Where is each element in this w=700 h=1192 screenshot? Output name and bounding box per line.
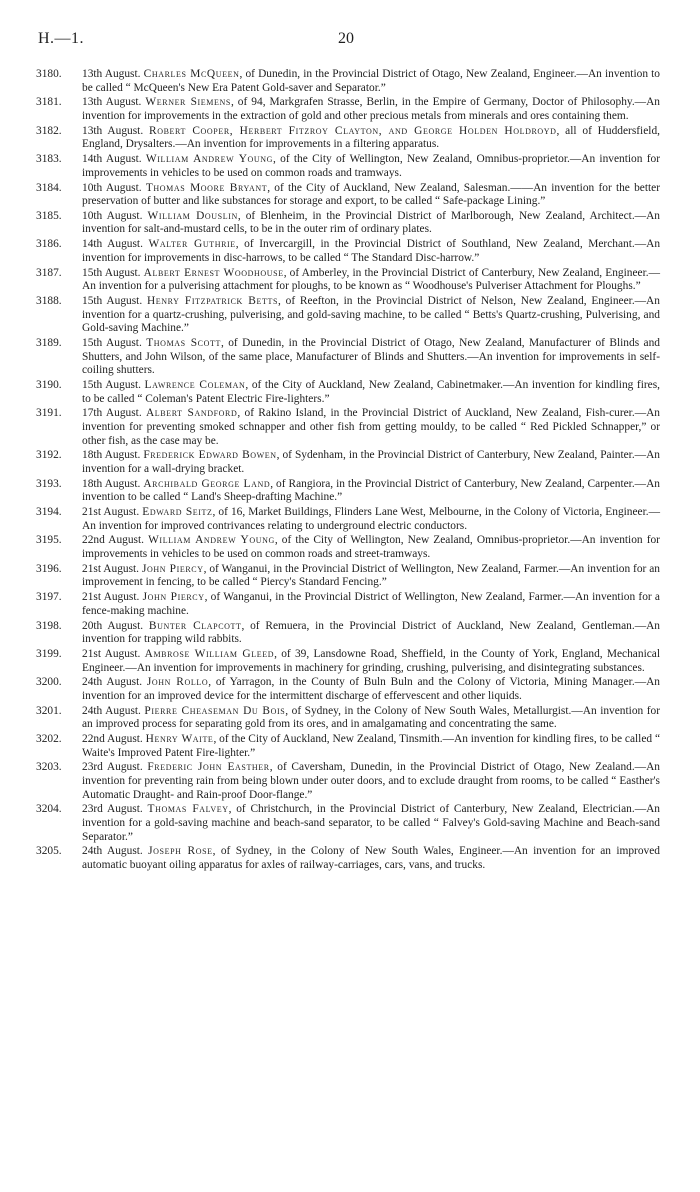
entry-description: , of the City of Auckland, New Zealand, Tinsmith.—An invention for kindling fires, to be called “ Waite's Improved Patent Fire-lighter.” — [82, 733, 661, 759]
entry-date: 22nd August. — [82, 733, 146, 746]
entry-date: 21st August. — [82, 562, 142, 575]
entry-number: 3190. — [36, 378, 62, 391]
entry-number: 3180. — [36, 68, 62, 80]
entry-number: 3184. — [36, 181, 62, 194]
entry-description: , of Reefton, in the Provincial District of Nelson, New Zealand, Engineer.—An invention for a quartz-crushing, pulverising, and gold-saving machine, to be called “ Betts's Quartz-crushing, Pulverising, and Gold-saving Machine.” — [82, 295, 660, 335]
applicant-name: Thomas Moore Bryant — [145, 181, 268, 194]
entry-description: , of Dunedin, in the Provincial District of Otago, New Zealand, Manufacturer of Blinds and Shutters, and John Wilson, of the same place, Manufacturer of Blinds and Shutters.—An invention for improvements in self-coiling shutters. — [82, 336, 661, 377]
patent-entry — [36, 733, 660, 760]
entry-date: 24th August. — [82, 845, 149, 858]
entry-date: 15th August. — [82, 266, 144, 279]
patent-entry — [36, 534, 660, 561]
applicant-name: William Douslin — [147, 209, 238, 222]
entry-description: , of Sydenham, in the Provincial District of Canterbury, New Zealand, Painter.—An invention for a wall-drying bracket. — [82, 449, 660, 475]
entry-number: 3192. — [36, 449, 62, 462]
patent-entry — [36, 407, 660, 448]
entry-date: 24th August. — [82, 704, 145, 717]
patent-entry — [36, 153, 660, 180]
entry-number: 3200. — [36, 676, 62, 689]
patent-entry — [36, 648, 660, 675]
document-reference: H.—1. — [38, 30, 85, 47]
entry-number: 3183. — [36, 153, 62, 166]
entry-number: 3186. — [36, 238, 62, 251]
entry-number: 3199. — [36, 647, 62, 660]
entry-description: , of 94, Markgrafen Strasse, Berlin, in the Empire of Germany, Doctor of Philosophy.—An invention for improvements in the extraction of gold and other precious metals from minerals and ores containing them. — [82, 96, 660, 122]
patent-entry — [36, 68, 660, 95]
entry-number: 3203. — [36, 761, 62, 774]
patent-entry — [36, 267, 660, 294]
patent-entry — [36, 478, 660, 505]
applicant-name: Archibald George Land — [143, 477, 271, 490]
entry-date: 21st August. — [82, 591, 143, 604]
entry-number: 3201. — [36, 704, 62, 717]
entry-description: , of Amberley, in the Provincial District of Canterbury, New Zealand, Engineer.—An invention for a pulverising attachment for ploughs, to be known as “ Woodhouse's Pulveriser Attachment for Ploughs.” — [82, 266, 660, 293]
entry-description: , of Christchurch, in the Provincial District of Canterbury, New Zealand, Electrician.—An invention for a gold-saving machine and beach-sand separator, to be called “ Falvey's Gold-saving Machine and Beach-sand Separator.” — [82, 803, 661, 843]
entry-date: 14th August. — [82, 153, 146, 166]
patent-entry — [36, 379, 660, 406]
applicant-name: Albert Sandford — [145, 407, 238, 420]
entry-number: 3196. — [36, 562, 62, 575]
entry-description: , of 16, Market Buildings, Flinders Lane West, Melbourne, in the Colony of Victoria, Engineer.—An invention for improved contrivances relating to underground electric conductors. — [82, 506, 661, 532]
patent-entry — [36, 676, 660, 703]
patent-entry — [36, 761, 660, 802]
patent-entry — [36, 238, 660, 265]
entry-number: 3189. — [36, 336, 62, 349]
applicant-name: Frederic John Easther — [147, 761, 270, 774]
applicant-name: John Piercy — [142, 591, 205, 604]
applicant-name: Henry Fitzpatrick Betts — [146, 295, 278, 307]
entry-description: , of Rakino Island, in the Provincial District of Auckland, New Zealand, Fish-curer.—An invention for preventing smoked schnapper and other fish from getting mouldy, to be called “ Red Pickled Schnapper,” or other fish, as the case may be. — [82, 407, 661, 447]
patent-entry — [36, 563, 660, 590]
entry-date: 21st August. — [82, 506, 143, 519]
entry-description: , of 39, Lansdowne Road, Sheffield, in the County of York, England, Mechanical Engineer.—An invention for improvements in machinery for grinding, crushing, pulverising, and disintegrating substances. — [82, 647, 661, 674]
applicant-name: Walter Guthrie — [148, 238, 236, 251]
entry-description: , all of Huddersfield, England, Drysalters.—An invention for improvements in a filtering apparatus. — [82, 124, 660, 151]
entry-description: , of Invercargill, in the Provincial District of Southland, New Zealand, Merchant.—An invention for improvements in disc-harrows, to be called “ The Standard Disc-harrow.” — [82, 238, 661, 264]
entry-date: 22nd August. — [82, 534, 149, 547]
entry-date: 13th August. — [82, 96, 146, 109]
applicant-name: Frederick Edward Bowen — [143, 449, 277, 462]
patent-entry — [36, 449, 660, 476]
applicant-name: Charles McQueen — [143, 68, 240, 80]
entry-date: 13th August. — [82, 68, 144, 80]
entry-date: 17th August. — [82, 407, 146, 420]
entry-description: , of Wanganui, in the Provincial District of Wellington, New Zealand, Farmer.—An invention for an improvement in fencing, to be called “ Piercy's Standard Fencing.” — [82, 562, 661, 589]
entry-description: , of Yarragon, in the County of Buln Buln and the Colony of Victoria, Mining Manager.—An invention for an improved device for the intermittent discharge of effervescent and other liquids. — [82, 676, 661, 702]
entry-description: , of the City of Wellington, New Zealand, Omnibus-proprietor.—An invention for improvements in vehicles to be used on common roads and tramways. — [82, 153, 660, 179]
applicant-name: Edward Seitz — [142, 506, 213, 519]
entry-number: 3193. — [36, 477, 62, 490]
page-header — [38, 30, 660, 52]
patent-entry — [36, 125, 660, 152]
entry-description: , of Sydney, in the Colony of New South Wales, Metallurgist.—An invention for an improved process for separating gold from its ores, and in amalgamating and concentrating the same. — [82, 704, 661, 731]
entry-date: 15th August. — [82, 295, 147, 307]
entry-number: 3198. — [36, 619, 62, 632]
entry-date: 10th August. — [82, 181, 146, 194]
entry-number: 3204. — [36, 803, 62, 816]
patent-entry — [36, 591, 660, 618]
entry-number: 3191. — [36, 407, 62, 420]
entry-number: 3202. — [36, 733, 62, 746]
entry-date: 24th August. — [82, 676, 147, 689]
patent-entry — [36, 506, 660, 533]
applicant-name: John Piercy — [141, 562, 204, 575]
entry-description: , of Dunedin, in the Provincial District of Otago, New Zealand, Engineer.—An invention to be called “ McQueen's New Era Patent Gold-saver and Separator.” — [82, 68, 660, 94]
entry-date: 21st August. — [82, 647, 145, 660]
entry-date: 15th August. — [82, 378, 145, 391]
entry-description: , of Rangiora, in the Provincial District of Canterbury, New Zealand, Carpenter.—An invention to be called “ Land's Sheep-drafting Machine.” — [82, 477, 660, 504]
entry-date: 23rd August. — [82, 761, 148, 774]
entry-date: 14th August. — [82, 238, 149, 251]
patent-entry — [36, 96, 660, 123]
applicant-name: Thomas Falvey — [147, 803, 229, 816]
applicant-name: Henry Waite — [145, 733, 214, 746]
applicant-name: Robert Cooper, Herbert Fitzroy Clayton, and George Holden Holdroyd — [149, 124, 557, 137]
entry-description: , of the City of Auckland, New Zealand, Cabinetmaker.—An invention for kindling fires, to be called “ Coleman's Patent Electric Fire-lighters.” — [82, 378, 661, 405]
entry-description: , of Caversham, Dunedin, in the Provincial District of Otago, New Zealand.—An invention for preventing rain from being blown under outer doors, and to exclude draught from rooms, to be called “ Easther's Automatic Draught- and Rain-proof Door-flange.” — [82, 761, 660, 801]
applicant-name: Thomas Scott — [146, 336, 221, 349]
patent-entry — [36, 845, 660, 872]
applicant-name: William Andrew Young — [148, 534, 275, 547]
patent-entry — [36, 803, 660, 844]
entry-date: 20th August. — [82, 619, 149, 632]
applicant-name: Ambrose William Gleed — [144, 647, 275, 660]
entry-description: , of the City of Wellington, New Zealand, Omnibus-proprietor.—An invention for improvements in vehicles to be used on common roads and street-tramways. — [82, 534, 660, 560]
entry-number: 3197. — [36, 591, 62, 604]
entry-date: 18th August. — [82, 477, 144, 490]
entry-number: 3194. — [36, 506, 62, 519]
patent-entry — [36, 295, 660, 336]
entry-date: 10th August. — [82, 209, 148, 222]
entry-description: , of Wanganui, in the Provincial District of Wellington, New Zealand, Farmer.—An invention for a fence-making machine. — [82, 591, 660, 617]
entry-date: 18th August. — [82, 449, 144, 462]
entry-number: 3185. — [36, 209, 62, 222]
applicant-name: Bunter Clapcott — [148, 619, 242, 632]
entry-date: 15th August. — [82, 336, 147, 349]
entry-description: , of Remuera, in the Provincial District of Auckland, New Zealand, Gentleman.—An invention for trapping wild rabbits. — [82, 619, 661, 646]
page-number: 20 — [338, 30, 354, 47]
entry-number: 3188. — [36, 295, 62, 307]
applicant-name: Albert Ernest Woodhouse — [143, 266, 284, 279]
applicant-name: John Rollo — [146, 676, 209, 689]
entry-number: 3181. — [36, 96, 62, 109]
applicant-name: William Andrew Young — [145, 153, 274, 166]
entry-description: , of the City of Auckland, New Zealand, Salesman.——An invention for the better preservation of butter and like substances for storage and export, to be called “ Safe-package Lining.” — [82, 181, 660, 208]
applicant-name: Pierre Cheaseman Du Bois — [144, 704, 286, 717]
entry-description: , of Blenheim, in the Provincial District of Marlborough, New Zealand, Architect.—An invention for salt-and-mustard cells, to be in the outer rim of ordinary plates. — [82, 209, 660, 236]
patent-entry — [36, 210, 660, 237]
patent-entry — [36, 337, 660, 378]
entry-date: 23rd August. — [82, 803, 148, 816]
applicant-name: Werner Siemens — [145, 96, 231, 109]
entry-description: , of Sydney, in the Colony of New South Wales, Engineer.—An invention for an improved automatic buoyant oiling apparatus for axles of railway-carriages, cars, vans, and trucks. — [82, 845, 660, 871]
entry-date: 13th August. — [82, 124, 149, 137]
patent-entries-list — [36, 68, 660, 874]
applicant-name: Joseph Rose — [148, 845, 213, 858]
entry-number: 3195. — [36, 534, 62, 547]
patent-entry — [36, 705, 660, 732]
patent-entry — [36, 182, 660, 209]
applicant-name: Lawrence Coleman — [144, 378, 246, 391]
entry-number: 3205. — [36, 845, 62, 858]
entry-number: 3182. — [36, 124, 62, 137]
patent-entry — [36, 620, 660, 647]
entry-number: 3187. — [36, 266, 62, 279]
